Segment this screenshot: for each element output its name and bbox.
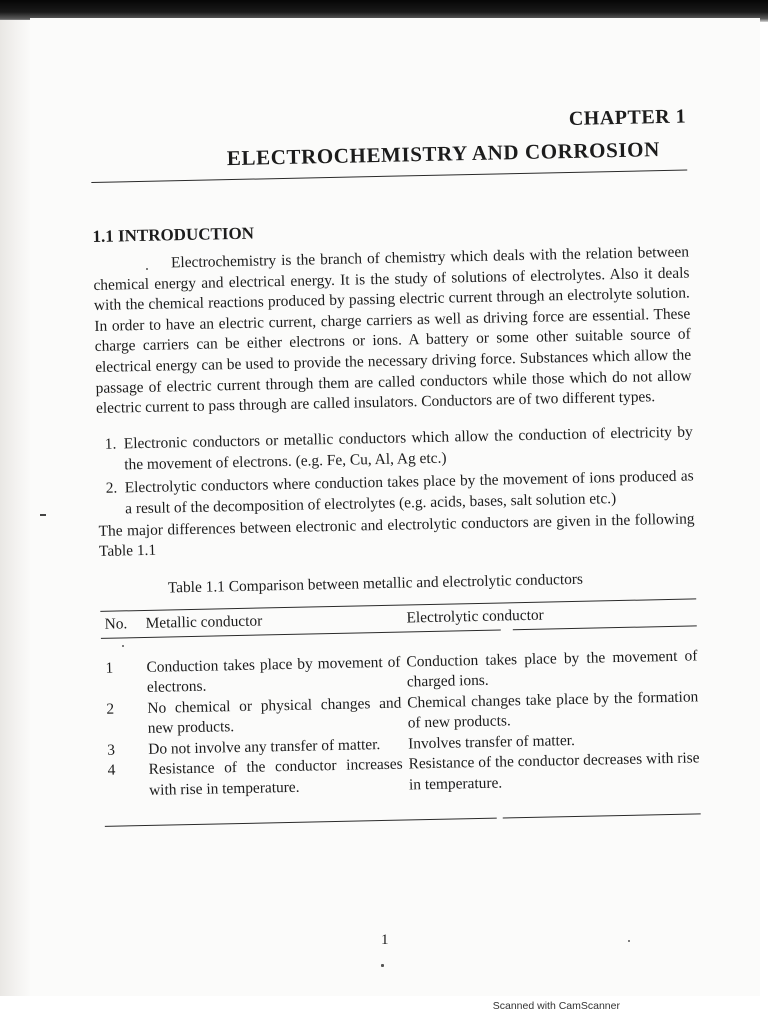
- chapter-title: ELECTROCHEMISTRY AND CORROSION: [226, 137, 661, 171]
- electrolytic-cell: Involves transfer of matter.: [407, 731, 576, 753]
- section-heading: 1.1 INTRODUCTION: [92, 223, 255, 246]
- scanner-credit: Scanned with CamScanner: [492, 1000, 620, 1012]
- list-text: Electronic conductors or metallic conductors which allow the conduction of electricity by the movement of electrons. (e.g. Fe, Cu, Al, Ag etc.): [123, 423, 693, 474]
- table-intro-paragraph: The major differences between electronic and electrolytic conductors are given in the following Table 1.1: [98, 510, 695, 561]
- electrolytic-cell: Conduction takes place by the movement of charged ions.: [406, 647, 698, 691]
- list-text: Electrolytic conductors where conduction takes place by the movement of ions produced as a result of the decomposition of electrolytes (e.g. acids, bases, salt solution etc.): [124, 467, 694, 518]
- list-number: 2.: [105, 479, 118, 497]
- title-rule: [91, 170, 687, 183]
- metallic-cell: Resistance of the conductor increases with rise in temperature.: [148, 756, 403, 799]
- table-body: [101, 646, 700, 802]
- metallic-cell: Do not involve any transfer of matter.: [148, 735, 381, 758]
- header-no: No.: [104, 615, 128, 633]
- row-number: 4: [107, 762, 116, 780]
- table-caption: Table 1.1 Comparison between metallic and electrolytic conductors: [167, 570, 584, 597]
- row-number: 2: [106, 700, 115, 718]
- row-number: 1: [105, 659, 114, 677]
- metallic-cell: No chemical or physical changes and new products.: [147, 694, 402, 738]
- conductor-types-list: [97, 421, 695, 519]
- margin-mark: [40, 514, 46, 516]
- page-content: [90, 106, 701, 828]
- metallic-cell: Conduction takes place by movement of electrons.: [146, 653, 401, 697]
- header-metallic: Metallic conductor: [145, 612, 263, 632]
- list-number: 1.: [104, 435, 117, 453]
- header-electrolytic: Electrolytic conductor: [406, 606, 544, 627]
- intro-paragraph: Electrochemistry is the branch of chemistry which deals with the relation between chemical energy and electrical energy. It is the study of solutions of electrolytes. Also it deals with the chemical reactions produced by passing electric current through an electrolyte solution. In order to have an electric current, charge carriers as well as driving force are essential. These charge carriers can be either electrons or ions. A battery or some other suitable source of electrical energy can be used to provide the necessary driving force. Substances which allow the passage of electric current through them are called conductors while those which do not allow electric current to pass through are called insulators. Conductors are of two different types.: [93, 243, 692, 418]
- page-number: 1: [381, 932, 389, 948]
- row-number: 3: [107, 741, 116, 759]
- chapter-number: CHAPTER 1: [568, 105, 687, 130]
- speck: [628, 940, 630, 942]
- scan-footer: [0, 996, 768, 1024]
- electrolytic-cell: Resistance of the conductor decreases with rise in temperature.: [408, 749, 700, 794]
- speck: [381, 964, 384, 967]
- electrolytic-cell: Chemical changes take place by the formation of new products.: [407, 688, 699, 732]
- book-spine-edge: [0, 20, 32, 1000]
